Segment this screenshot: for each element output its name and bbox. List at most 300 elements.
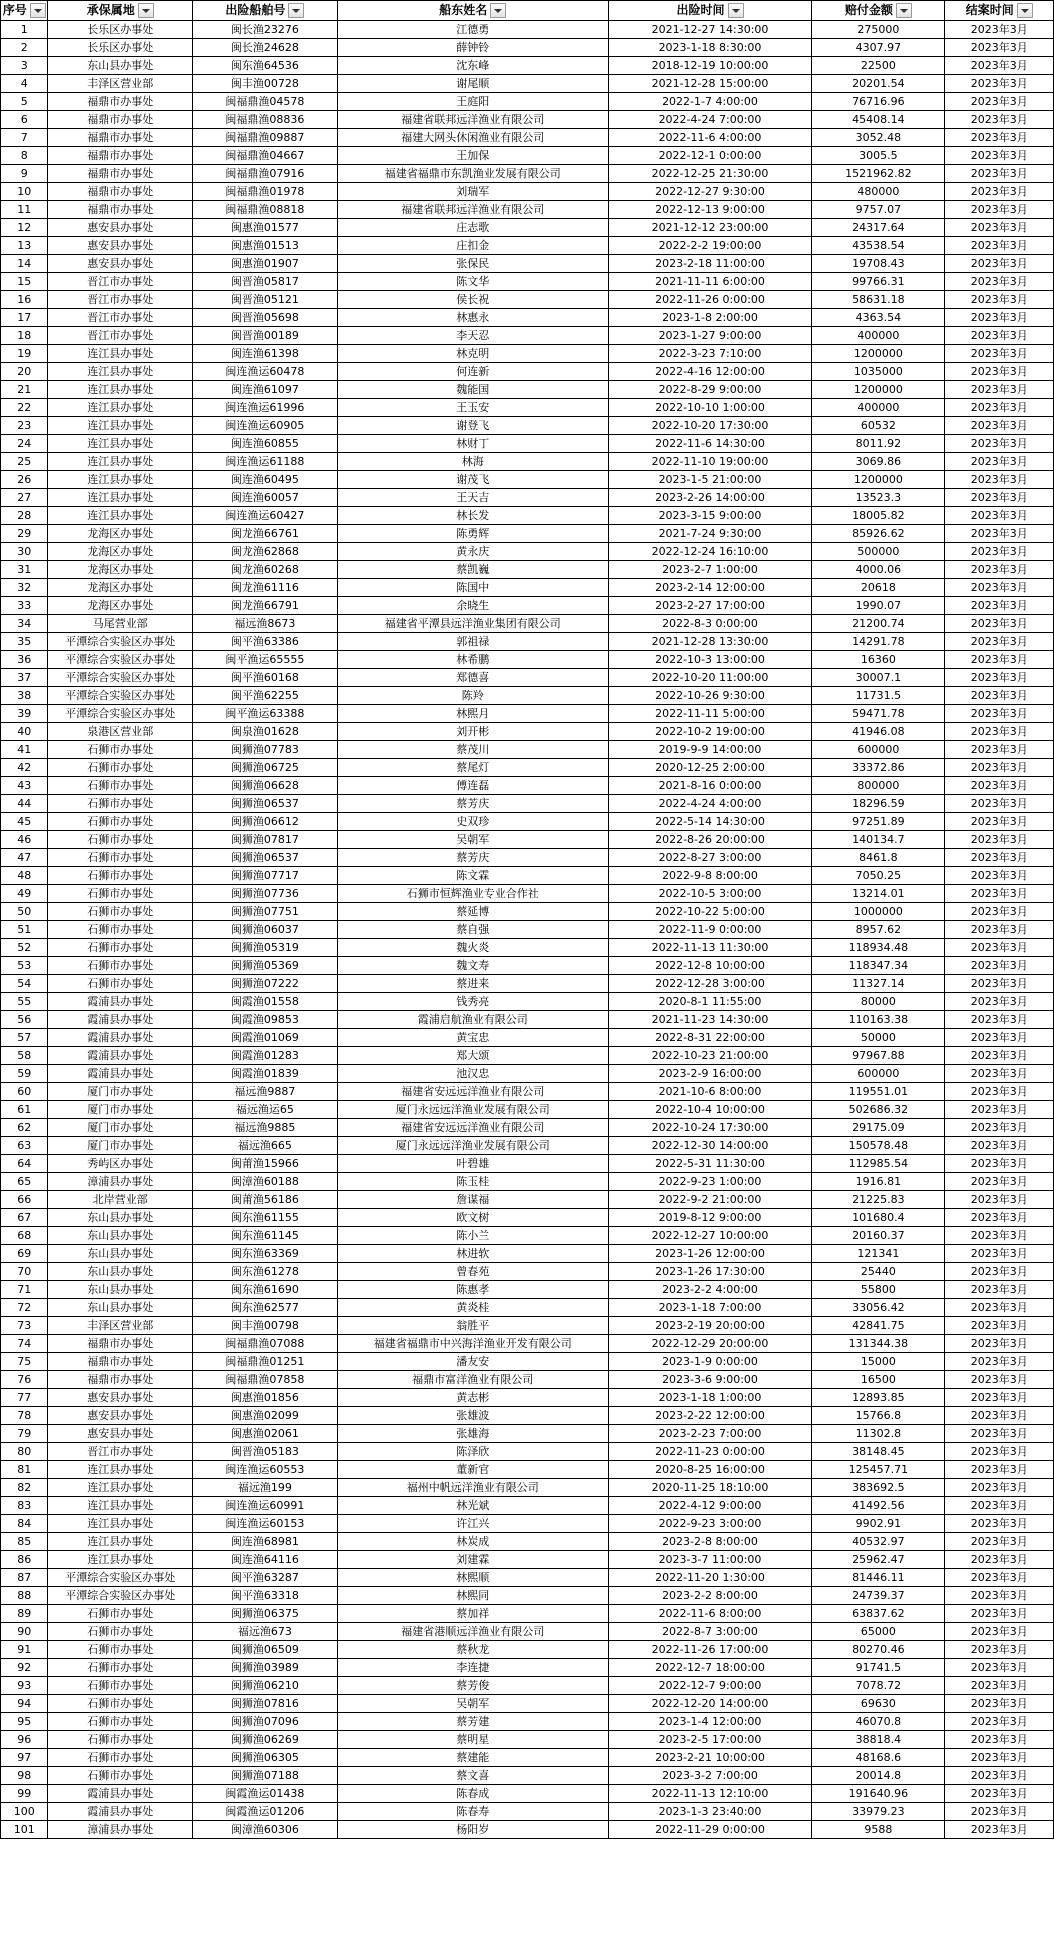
cell-amount: 69630 <box>812 1695 945 1713</box>
cell-acc_time: 2022-11-23 0:00:00 <box>608 1443 811 1461</box>
cell-acc_time: 2023-3-15 9:00:00 <box>608 507 811 525</box>
table-row <box>1 417 1054 435</box>
cell-amount: 81446.11 <box>812 1569 945 1587</box>
cell-close_time: 2023年3月 <box>945 1461 1054 1479</box>
cell-acc_time: 2022-12-1 0:00:00 <box>608 147 811 165</box>
cell-close_time: 2023年3月 <box>945 651 1054 669</box>
cell-seq: 2 <box>1 39 48 57</box>
cell-ship_no: 闽福鼎渔01978 <box>193 183 338 201</box>
cell-close_time: 2023年3月 <box>945 831 1054 849</box>
cell-insurer: 东山县办事处 <box>48 1299 193 1317</box>
column-header-label: 承保属地 <box>86 3 135 17</box>
cell-close_time: 2023年3月 <box>945 489 1054 507</box>
cell-close_time: 2023年3月 <box>945 57 1054 75</box>
cell-ship_no: 福远渔9885 <box>193 1119 338 1137</box>
table-row <box>1 507 1054 525</box>
cell-acc_time: 2020-11-25 18:10:00 <box>608 1479 811 1497</box>
cell-ship_no: 闽惠渔02099 <box>193 1407 338 1425</box>
cell-owner: 陈文霖 <box>337 867 608 885</box>
cell-owner: 福建省联邦远洋渔业有限公司 <box>337 201 608 219</box>
table-row <box>1 1335 1054 1353</box>
filter-dropdown-icon[interactable] <box>138 3 154 18</box>
cell-acc_time: 2022-8-29 9:00:00 <box>608 381 811 399</box>
cell-acc_time: 2022-12-13 9:00:00 <box>608 201 811 219</box>
cell-amount: 97251.89 <box>812 813 945 831</box>
cell-insurer: 晋江市办事处 <box>48 273 193 291</box>
column-header-label: 赔付金额 <box>844 3 893 17</box>
cell-owner: 蔡芳俊 <box>337 1677 608 1695</box>
cell-owner: 林进软 <box>337 1245 608 1263</box>
cell-seq: 72 <box>1 1299 48 1317</box>
cell-insurer: 连江县办事处 <box>48 1497 193 1515</box>
cell-seq: 32 <box>1 579 48 597</box>
cell-owner: 魏火炎 <box>337 939 608 957</box>
cell-amount: 1200000 <box>812 381 945 399</box>
filter-dropdown-icon[interactable] <box>30 3 46 18</box>
table-row <box>1 1011 1054 1029</box>
cell-close_time: 2023年3月 <box>945 291 1054 309</box>
cell-insurer: 晋江市办事处 <box>48 327 193 345</box>
cell-ship_no: 闽长渔24628 <box>193 39 338 57</box>
table-row <box>1 1101 1054 1119</box>
cell-ship_no: 闽东渔61690 <box>193 1281 338 1299</box>
table-row <box>1 1623 1054 1641</box>
table-row <box>1 201 1054 219</box>
cell-seq: 89 <box>1 1605 48 1623</box>
cell-close_time: 2023年3月 <box>945 525 1054 543</box>
table-row <box>1 1299 1054 1317</box>
table-row <box>1 1173 1054 1191</box>
cell-owner: 许江兴 <box>337 1515 608 1533</box>
cell-close_time: 2023年3月 <box>945 723 1054 741</box>
cell-acc_time: 2022-12-8 10:00:00 <box>608 957 811 975</box>
cell-ship_no: 闽连渔运60478 <box>193 363 338 381</box>
cell-close_time: 2023年3月 <box>945 381 1054 399</box>
cell-seq: 99 <box>1 1785 48 1803</box>
column-header-close-time[interactable] <box>945 1 1054 21</box>
cell-ship_no: 闽漳渔60188 <box>193 1173 338 1191</box>
cell-owner: 黄永庆 <box>337 543 608 561</box>
cell-seq: 78 <box>1 1407 48 1425</box>
table-row <box>1 453 1054 471</box>
cell-owner: 林光斌 <box>337 1497 608 1515</box>
cell-owner: 林炭成 <box>337 1533 608 1551</box>
cell-amount: 41946.08 <box>812 723 945 741</box>
cell-owner: 黄宝忠 <box>337 1029 608 1047</box>
cell-owner: 黄炎桂 <box>337 1299 608 1317</box>
column-header-ship-no[interactable] <box>193 1 338 21</box>
cell-acc_time: 2022-11-6 14:30:00 <box>608 435 811 453</box>
cell-ship_no: 闽连渔61398 <box>193 345 338 363</box>
cell-insurer: 东山县办事处 <box>48 1281 193 1299</box>
cell-acc_time: 2023-2-22 12:00:00 <box>608 1407 811 1425</box>
cell-insurer: 厦门市办事处 <box>48 1083 193 1101</box>
cell-insurer: 霞浦县办事处 <box>48 1065 193 1083</box>
cell-insurer: 龙海区办事处 <box>48 579 193 597</box>
column-header-amount[interactable] <box>812 1 945 21</box>
cell-acc_time: 2022-8-26 20:00:00 <box>608 831 811 849</box>
cell-close_time: 2023年3月 <box>945 975 1054 993</box>
cell-close_time: 2023年3月 <box>945 615 1054 633</box>
cell-insurer: 石狮市办事处 <box>48 1641 193 1659</box>
cell-amount: 80270.46 <box>812 1641 945 1659</box>
cell-seq: 52 <box>1 939 48 957</box>
cell-acc_time: 2021-8-16 0:00:00 <box>608 777 811 795</box>
table-row <box>1 471 1054 489</box>
cell-seq: 8 <box>1 147 48 165</box>
table-row <box>1 147 1054 165</box>
cell-insurer: 连江县办事处 <box>48 471 193 489</box>
cell-ship_no: 闽泉渔01628 <box>193 723 338 741</box>
table-row <box>1 1731 1054 1749</box>
cell-amount: 33372.86 <box>812 759 945 777</box>
cell-amount: 25962.47 <box>812 1551 945 1569</box>
cell-close_time: 2023年3月 <box>945 561 1054 579</box>
cell-amount: 1200000 <box>812 345 945 363</box>
cell-seq: 93 <box>1 1677 48 1695</box>
cell-seq: 83 <box>1 1497 48 1515</box>
cell-close_time: 2023年3月 <box>945 1155 1054 1173</box>
cell-owner: 谢尾顺 <box>337 75 608 93</box>
cell-close_time: 2023年3月 <box>945 1263 1054 1281</box>
filter-dropdown-icon[interactable] <box>728 3 744 18</box>
cell-seq: 21 <box>1 381 48 399</box>
cell-acc_time: 2019-8-12 9:00:00 <box>608 1209 811 1227</box>
cell-acc_time: 2023-1-5 21:00:00 <box>608 471 811 489</box>
cell-close_time: 2023年3月 <box>945 1245 1054 1263</box>
table-row <box>1 1209 1054 1227</box>
cell-ship_no: 闽狮渔06375 <box>193 1605 338 1623</box>
table-row <box>1 615 1054 633</box>
cell-acc_time: 2022-11-29 0:00:00 <box>608 1821 811 1839</box>
cell-ship_no: 闽狮渔07783 <box>193 741 338 759</box>
cell-owner: 庄志歌 <box>337 219 608 237</box>
table-row <box>1 579 1054 597</box>
cell-seq: 26 <box>1 471 48 489</box>
cell-acc_time: 2022-10-5 3:00:00 <box>608 885 811 903</box>
cell-insurer: 石狮市办事处 <box>48 921 193 939</box>
cell-close_time: 2023年3月 <box>945 1317 1054 1335</box>
cell-acc_time: 2023-3-2 7:00:00 <box>608 1767 811 1785</box>
cell-owner: 陈羚 <box>337 687 608 705</box>
table-row <box>1 291 1054 309</box>
cell-seq: 57 <box>1 1029 48 1047</box>
cell-ship_no: 闽狮渔07717 <box>193 867 338 885</box>
cell-amount: 480000 <box>812 183 945 201</box>
cell-owner: 厦门永远远洋渔业发展有限公司 <box>337 1101 608 1119</box>
cell-amount: 43538.54 <box>812 237 945 255</box>
cell-ship_no: 闽狮渔07222 <box>193 975 338 993</box>
cell-acc_time: 2023-2-2 4:00:00 <box>608 1281 811 1299</box>
cell-acc_time: 2023-2-27 17:00:00 <box>608 597 811 615</box>
cell-owner: 薛钟铃 <box>337 39 608 57</box>
cell-seq: 24 <box>1 435 48 453</box>
cell-insurer: 惠安县办事处 <box>48 219 193 237</box>
cell-acc_time: 2022-8-7 3:00:00 <box>608 1623 811 1641</box>
cell-amount: 1000000 <box>812 903 945 921</box>
cell-seq: 10 <box>1 183 48 201</box>
cell-seq: 91 <box>1 1641 48 1659</box>
cell-insurer: 平潭综合实验区办事处 <box>48 669 193 687</box>
table-row <box>1 219 1054 237</box>
cell-close_time: 2023年3月 <box>945 1101 1054 1119</box>
cell-insurer: 平潭综合实验区办事处 <box>48 651 193 669</box>
cell-insurer: 惠安县办事处 <box>48 237 193 255</box>
cell-owner: 福建大网头休闲渔业有限公司 <box>337 129 608 147</box>
column-header-insurer[interactable] <box>48 1 193 21</box>
cell-ship_no: 闽连渔61097 <box>193 381 338 399</box>
cell-seq: 67 <box>1 1209 48 1227</box>
cell-ship_no: 福远渔673 <box>193 1623 338 1641</box>
cell-acc_time: 2022-1-7 4:00:00 <box>608 93 811 111</box>
cell-acc_time: 2022-10-3 13:00:00 <box>608 651 811 669</box>
cell-amount: 13523.3 <box>812 489 945 507</box>
cell-amount: 4307.97 <box>812 39 945 57</box>
cell-seq: 40 <box>1 723 48 741</box>
cell-amount: 60532 <box>812 417 945 435</box>
cell-close_time: 2023年3月 <box>945 1695 1054 1713</box>
cell-ship_no: 闽平渔运63388 <box>193 705 338 723</box>
cell-owner: 林财丁 <box>337 435 608 453</box>
cell-acc_time: 2022-12-30 14:00:00 <box>608 1137 811 1155</box>
cell-seq: 44 <box>1 795 48 813</box>
cell-ship_no: 闽霞渔09853 <box>193 1011 338 1029</box>
column-header-accident-time[interactable] <box>608 1 811 21</box>
cell-amount: 33979.23 <box>812 1803 945 1821</box>
cell-seq: 74 <box>1 1335 48 1353</box>
cell-ship_no: 闽连渔运60905 <box>193 417 338 435</box>
cell-ship_no: 闽莆渔56186 <box>193 1191 338 1209</box>
cell-acc_time: 2023-1-18 1:00:00 <box>608 1389 811 1407</box>
cell-acc_time: 2022-12-27 9:30:00 <box>608 183 811 201</box>
cell-insurer: 石狮市办事处 <box>48 1749 193 1767</box>
cell-seq: 75 <box>1 1353 48 1371</box>
cell-amount: 41492.56 <box>812 1497 945 1515</box>
cell-amount: 1916.81 <box>812 1173 945 1191</box>
table-row <box>1 39 1054 57</box>
cell-ship_no: 闽东渔61155 <box>193 1209 338 1227</box>
cell-acc_time: 2022-4-16 12:00:00 <box>608 363 811 381</box>
cell-amount: 33056.42 <box>812 1299 945 1317</box>
cell-owner: 陈泽欣 <box>337 1443 608 1461</box>
cell-ship_no: 闽龙渔62868 <box>193 543 338 561</box>
cell-insurer: 石狮市办事处 <box>48 939 193 957</box>
cell-ship_no: 福远渔8673 <box>193 615 338 633</box>
cell-owner: 蔡芳庆 <box>337 795 608 813</box>
filter-dropdown-icon[interactable] <box>490 3 506 18</box>
cell-seq: 70 <box>1 1263 48 1281</box>
cell-insurer: 福鼎市办事处 <box>48 111 193 129</box>
cell-seq: 7 <box>1 129 48 147</box>
cell-owner: 蔡芳建 <box>337 1713 608 1731</box>
cell-ship_no: 闽福鼎渔09887 <box>193 129 338 147</box>
table-row <box>1 255 1054 273</box>
cell-owner: 林希鹏 <box>337 651 608 669</box>
cell-owner: 蔡自强 <box>337 921 608 939</box>
cell-insurer: 连江县办事处 <box>48 417 193 435</box>
cell-close_time: 2023年3月 <box>945 1299 1054 1317</box>
table-row <box>1 1515 1054 1533</box>
cell-close_time: 2023年3月 <box>945 1821 1054 1839</box>
cell-acc_time: 2022-11-11 5:00:00 <box>608 705 811 723</box>
cell-seq: 73 <box>1 1317 48 1335</box>
table-row <box>1 1245 1054 1263</box>
cell-amount: 12893.85 <box>812 1389 945 1407</box>
cell-amount: 600000 <box>812 741 945 759</box>
cell-amount: 8957.62 <box>812 921 945 939</box>
cell-acc_time: 2022-10-10 1:00:00 <box>608 399 811 417</box>
cell-close_time: 2023年3月 <box>945 417 1054 435</box>
cell-amount: 1990.07 <box>812 597 945 615</box>
cell-seq: 42 <box>1 759 48 777</box>
cell-acc_time: 2022-5-31 11:30:00 <box>608 1155 811 1173</box>
cell-close_time: 2023年3月 <box>945 1551 1054 1569</box>
cell-close_time: 2023年3月 <box>945 777 1054 795</box>
cell-seq: 69 <box>1 1245 48 1263</box>
cell-seq: 59 <box>1 1065 48 1083</box>
cell-amount: 4363.54 <box>812 309 945 327</box>
cell-seq: 84 <box>1 1515 48 1533</box>
cell-amount: 18005.82 <box>812 507 945 525</box>
cell-seq: 97 <box>1 1749 48 1767</box>
cell-ship_no: 闽霞渔01839 <box>193 1065 338 1083</box>
cell-acc_time: 2023-2-21 10:00:00 <box>608 1749 811 1767</box>
cell-amount: 3005.5 <box>812 147 945 165</box>
cell-insurer: 连江县办事处 <box>48 363 193 381</box>
cell-owner: 翁胜平 <box>337 1317 608 1335</box>
table-row <box>1 111 1054 129</box>
cell-owner: 福鼎市富洋渔业有限公司 <box>337 1371 608 1389</box>
cell-acc_time: 2023-1-27 9:00:00 <box>608 327 811 345</box>
cell-close_time: 2023年3月 <box>945 705 1054 723</box>
cell-ship_no: 闽连渔60855 <box>193 435 338 453</box>
cell-close_time: 2023年3月 <box>945 1623 1054 1641</box>
cell-ship_no: 闽狮渔07736 <box>193 885 338 903</box>
filter-dropdown-icon[interactable] <box>1017 3 1033 18</box>
cell-owner: 杨阳岁 <box>337 1821 608 1839</box>
cell-close_time: 2023年3月 <box>945 1749 1054 1767</box>
cell-acc_time: 2022-11-13 12:10:00 <box>608 1785 811 1803</box>
cell-insurer: 石狮市办事处 <box>48 1605 193 1623</box>
cell-seq: 60 <box>1 1083 48 1101</box>
cell-insurer: 石狮市办事处 <box>48 759 193 777</box>
cell-close_time: 2023年3月 <box>945 903 1054 921</box>
cell-owner: 郑德喜 <box>337 669 608 687</box>
cell-ship_no: 闽福鼎渔07916 <box>193 165 338 183</box>
cell-insurer: 石狮市办事处 <box>48 975 193 993</box>
cell-owner: 福建省安远远洋渔业有限公司 <box>337 1119 608 1137</box>
cell-seq: 36 <box>1 651 48 669</box>
cell-seq: 18 <box>1 327 48 345</box>
column-header-seq[interactable] <box>1 1 48 21</box>
cell-close_time: 2023年3月 <box>945 1605 1054 1623</box>
cell-close_time: 2023年3月 <box>945 93 1054 111</box>
table-row <box>1 327 1054 345</box>
cell-insurer: 福鼎市办事处 <box>48 129 193 147</box>
cell-close_time: 2023年3月 <box>945 867 1054 885</box>
table-row <box>1 1713 1054 1731</box>
cell-seq: 46 <box>1 831 48 849</box>
cell-insurer: 石狮市办事处 <box>48 777 193 795</box>
cell-owner: 蔡进来 <box>337 975 608 993</box>
cell-insurer: 丰泽区营业部 <box>48 75 193 93</box>
table-row <box>1 795 1054 813</box>
cell-ship_no: 闽霞渔运01206 <box>193 1803 338 1821</box>
cell-acc_time: 2020-12-25 2:00:00 <box>608 759 811 777</box>
cell-owner: 傅连磊 <box>337 777 608 795</box>
cell-insurer: 泉港区营业部 <box>48 723 193 741</box>
cell-amount: 18296.59 <box>812 795 945 813</box>
column-header-label: 序号 <box>2 3 27 17</box>
cell-amount: 24739.37 <box>812 1587 945 1605</box>
table-row <box>1 1641 1054 1659</box>
cell-owner: 刘开彬 <box>337 723 608 741</box>
cell-acc_time: 2023-2-2 8:00:00 <box>608 1587 811 1605</box>
cell-seq: 20 <box>1 363 48 381</box>
table-row <box>1 1443 1054 1461</box>
cell-seq: 55 <box>1 993 48 1011</box>
table-row <box>1 363 1054 381</box>
table-row <box>1 237 1054 255</box>
cell-ship_no: 闽福鼎渔01251 <box>193 1353 338 1371</box>
cell-insurer: 石狮市办事处 <box>48 1659 193 1677</box>
cell-ship_no: 闽连渔运60553 <box>193 1461 338 1479</box>
cell-acc_time: 2023-1-18 8:30:00 <box>608 39 811 57</box>
cell-owner: 蔡茂川 <box>337 741 608 759</box>
cell-owner: 厦门永远远洋渔业发展有限公司 <box>337 1137 608 1155</box>
cell-owner: 谢登飞 <box>337 417 608 435</box>
cell-amount: 7050.25 <box>812 867 945 885</box>
filter-dropdown-icon[interactable] <box>288 3 304 18</box>
cell-amount: 400000 <box>812 399 945 417</box>
cell-amount: 22500 <box>812 57 945 75</box>
cell-amount: 118347.34 <box>812 957 945 975</box>
cell-close_time: 2023年3月 <box>945 327 1054 345</box>
cell-owner: 霞浦启航渔业有限公司 <box>337 1011 608 1029</box>
cell-acc_time: 2023-2-14 12:00:00 <box>608 579 811 597</box>
cell-close_time: 2023年3月 <box>945 993 1054 1011</box>
cell-insurer: 长乐区办事处 <box>48 21 193 39</box>
cell-amount: 119551.01 <box>812 1083 945 1101</box>
cell-amount: 16500 <box>812 1371 945 1389</box>
cell-amount: 1035000 <box>812 363 945 381</box>
table-row <box>1 1551 1054 1569</box>
table-row <box>1 1371 1054 1389</box>
table-row <box>1 669 1054 687</box>
cell-insurer: 惠安县办事处 <box>48 1425 193 1443</box>
cell-ship_no: 闽东渔63369 <box>193 1245 338 1263</box>
column-header-owner[interactable] <box>337 1 608 21</box>
cell-close_time: 2023年3月 <box>945 219 1054 237</box>
filter-dropdown-icon[interactable] <box>896 3 912 18</box>
cell-ship_no: 闽漳渔60306 <box>193 1821 338 1839</box>
cell-acc_time: 2023-3-7 11:00:00 <box>608 1551 811 1569</box>
cell-ship_no: 闽福鼎渔07858 <box>193 1371 338 1389</box>
cell-ship_no: 闽平渔63287 <box>193 1569 338 1587</box>
cell-amount: 97967.88 <box>812 1047 945 1065</box>
cell-owner: 福建省联邦远洋渔业有限公司 <box>337 111 608 129</box>
cell-acc_time: 2023-1-4 12:00:00 <box>608 1713 811 1731</box>
cell-insurer: 石狮市办事处 <box>48 1623 193 1641</box>
table-row <box>1 777 1054 795</box>
cell-seq: 19 <box>1 345 48 363</box>
cell-amount: 42841.75 <box>812 1317 945 1335</box>
cell-owner: 欧文树 <box>337 1209 608 1227</box>
cell-amount: 24317.64 <box>812 219 945 237</box>
cell-insurer: 平潭综合实验区办事处 <box>48 687 193 705</box>
cell-seq: 65 <box>1 1173 48 1191</box>
cell-ship_no: 福远渔665 <box>193 1137 338 1155</box>
